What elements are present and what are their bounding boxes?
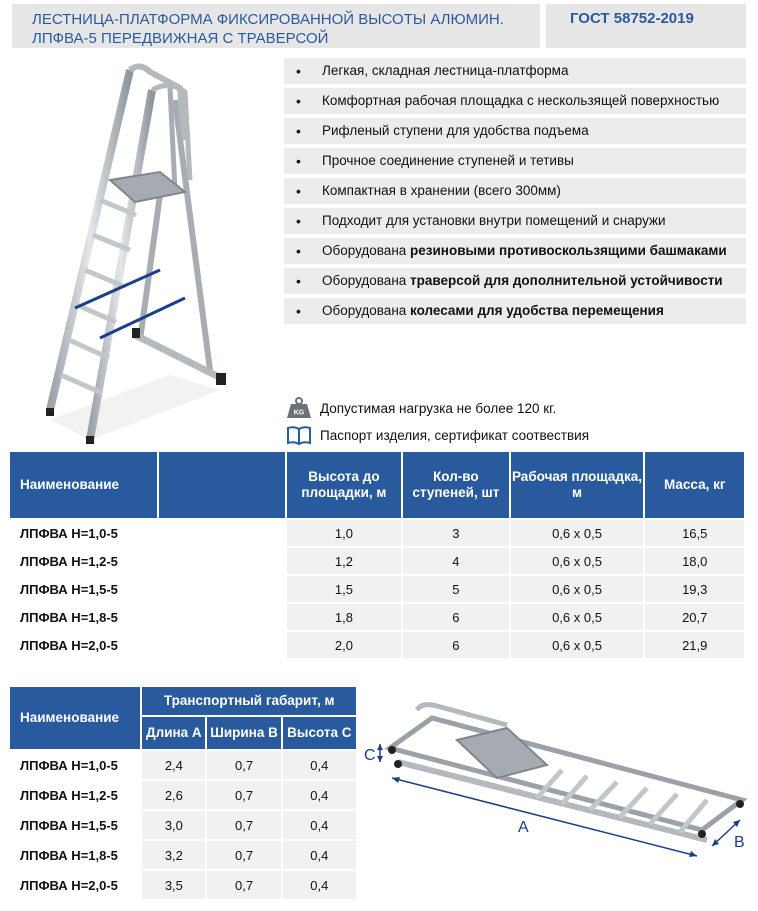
cell-length: 2,4 xyxy=(142,751,205,779)
cell-platform: 0,6 х 0,5 xyxy=(511,604,644,630)
cell-height: 0,4 xyxy=(283,751,356,779)
table-header-row xyxy=(10,687,356,715)
dim-label-b: B xyxy=(734,834,745,851)
cell-blank xyxy=(159,604,285,630)
cell-blank xyxy=(159,520,285,546)
cell-steps: 5 xyxy=(403,576,508,602)
cell-name: ЛПФВА Н=1,2-5 xyxy=(10,781,140,809)
gost-standard: ГОСТ 58752-2019 xyxy=(546,4,746,48)
title-line-1: ЛЕСТНИЦА-ПЛАТФОРМА ФИКСИРОВАННОЙ ВЫСОТЫ АЛЮМИН. xyxy=(32,11,504,28)
col-header-height: Высота C xyxy=(283,717,356,749)
feature-item: • Оборудована колесами для удобства перемещения xyxy=(284,298,746,324)
cell-height: 0,4 xyxy=(283,811,356,839)
weight-icon-label: KG xyxy=(293,409,305,417)
cell-length: 3,2 xyxy=(142,841,205,869)
feature-item: • Легкая, складная лестница-платформа xyxy=(284,58,746,84)
cell-mass: 16,5 xyxy=(645,520,744,546)
cell-height: 1,5 xyxy=(287,576,402,602)
cell-steps: 3 xyxy=(403,520,508,546)
cell-height: 1,2 xyxy=(287,548,402,574)
col-header-steps: Кол-во ступеней, шт xyxy=(403,452,508,518)
bullet-icon: • xyxy=(296,153,301,169)
table-row xyxy=(10,871,356,899)
col-header-name: Наименование xyxy=(10,452,157,518)
cell-name: ЛПФВА Н=1,8-5 xyxy=(10,604,157,630)
cell-blank xyxy=(159,632,285,658)
cell-name: ЛПФВА Н=1,8-5 xyxy=(10,841,140,869)
load-text: Допустимая нагрузка не более 120 кг. xyxy=(320,400,557,416)
table-row xyxy=(10,751,356,779)
cell-steps: 4 xyxy=(403,548,508,574)
cell-length: 3,0 xyxy=(142,811,205,839)
cell-platform: 0,6 х 0,5 xyxy=(511,548,644,574)
col-header-platform: Рабочая площадка, м xyxy=(511,452,644,518)
cell-platform: 0,6 х 0,5 xyxy=(511,632,644,658)
cell-width: 0,7 xyxy=(207,811,280,839)
cell-width: 0,7 xyxy=(207,751,280,779)
bullet-icon: • xyxy=(296,243,301,259)
passport-note xyxy=(286,424,589,446)
bullet-icon: • xyxy=(296,273,301,289)
cell-height: 1,0 xyxy=(287,520,402,546)
col-header-mass: Масса, кг xyxy=(645,452,744,518)
table-header-row xyxy=(10,452,744,518)
title-panel xyxy=(12,4,540,48)
col-header-height: Высота до площадки, м xyxy=(287,452,402,518)
feature-item: • Оборудована резиновыми противоскользящими башмаками xyxy=(284,238,746,264)
bullet-icon: • xyxy=(296,93,301,109)
feature-item: • Компактная в хранении (всего 300мм) xyxy=(284,178,746,204)
feature-item: • Прочное соединение ступеней и тетивы xyxy=(284,148,746,174)
bullet-icon: • xyxy=(296,123,301,139)
cell-mass: 19,3 xyxy=(645,576,744,602)
cell-steps: 6 xyxy=(403,604,508,630)
cell-height: 0,4 xyxy=(283,841,356,869)
bullet-icon: • xyxy=(296,303,301,319)
feature-item: • Рифленый ступени для удобства подъема xyxy=(284,118,746,144)
cell-width: 0,7 xyxy=(207,871,280,899)
cell-name: ЛПФВА Н=1,0-5 xyxy=(10,751,140,779)
feature-item: • Комфортная рабочая площадка с нескользящей поверхностью xyxy=(284,88,746,114)
cell-mass: 20,7 xyxy=(645,604,744,630)
cell-blank xyxy=(159,548,285,574)
col-header-length: Длина A xyxy=(142,717,205,749)
cell-mass: 21,9 xyxy=(645,632,744,658)
cell-width: 0,7 xyxy=(207,841,280,869)
feature-item: • Оборудована траверсой для дополнительной устойчивости xyxy=(284,268,746,294)
table-row xyxy=(10,576,744,602)
bullet-icon: • xyxy=(296,183,301,199)
cell-height: 0,4 xyxy=(283,781,356,809)
table-row xyxy=(10,811,356,839)
load-note xyxy=(286,397,556,419)
table-row xyxy=(10,604,744,630)
cell-name: ЛПФВА Н=1,5-5 xyxy=(10,576,157,602)
cell-length: 3,5 xyxy=(142,871,205,899)
table-row xyxy=(10,548,744,574)
table-row xyxy=(10,520,744,546)
cell-height: 0,4 xyxy=(283,871,356,899)
bullet-icon: • xyxy=(296,213,301,229)
dim-label-c: C xyxy=(364,747,376,764)
feature-item: • Подходит для установки внутри помещений и снаружи xyxy=(284,208,746,234)
weight-icon xyxy=(286,397,312,419)
feature-list xyxy=(284,58,746,328)
dim-label-a: A xyxy=(518,819,529,836)
transport-size-table xyxy=(8,685,358,901)
specs-table xyxy=(8,450,746,660)
book-icon xyxy=(286,424,312,446)
table-row xyxy=(10,632,744,658)
cell-name: ЛПФВА Н=1,0-5 xyxy=(10,520,157,546)
cell-name: ЛПФВА Н=1,2-5 xyxy=(10,548,157,574)
col-header-group: Транспортный габарит, м xyxy=(142,687,356,715)
cell-width: 0,7 xyxy=(207,781,280,809)
cell-height: 1,8 xyxy=(287,604,402,630)
cell-name: ЛПФВА Н=2,0-5 xyxy=(10,871,140,899)
table-row xyxy=(10,781,356,809)
col-header-width: Ширина B xyxy=(207,717,280,749)
title-line-2: ЛПФВА-5 ПЕРЕДВИЖНАЯ С ТРАВЕРСОЙ xyxy=(32,30,329,47)
table-row xyxy=(10,841,356,869)
folded-ladder-diagram xyxy=(362,700,757,870)
col-header-name: Наименование xyxy=(10,687,140,749)
bullet-icon: • xyxy=(296,63,301,79)
cell-platform: 0,6 х 0,5 xyxy=(511,576,644,602)
cell-name: ЛПФВА Н=2,0-5 xyxy=(10,632,157,658)
col-header-blank xyxy=(159,452,285,518)
cell-steps: 6 xyxy=(403,632,508,658)
cell-height: 2,0 xyxy=(287,632,402,658)
cell-name: ЛПФВА Н=1,5-5 xyxy=(10,811,140,839)
passport-text: Паспорт изделия, сертификат соотвествия xyxy=(320,427,590,443)
cell-platform: 0,6 х 0,5 xyxy=(511,520,644,546)
cell-blank xyxy=(159,576,285,602)
cell-length: 2,6 xyxy=(142,781,205,809)
cell-mass: 18,0 xyxy=(645,548,744,574)
ladder-illustration xyxy=(20,60,260,450)
